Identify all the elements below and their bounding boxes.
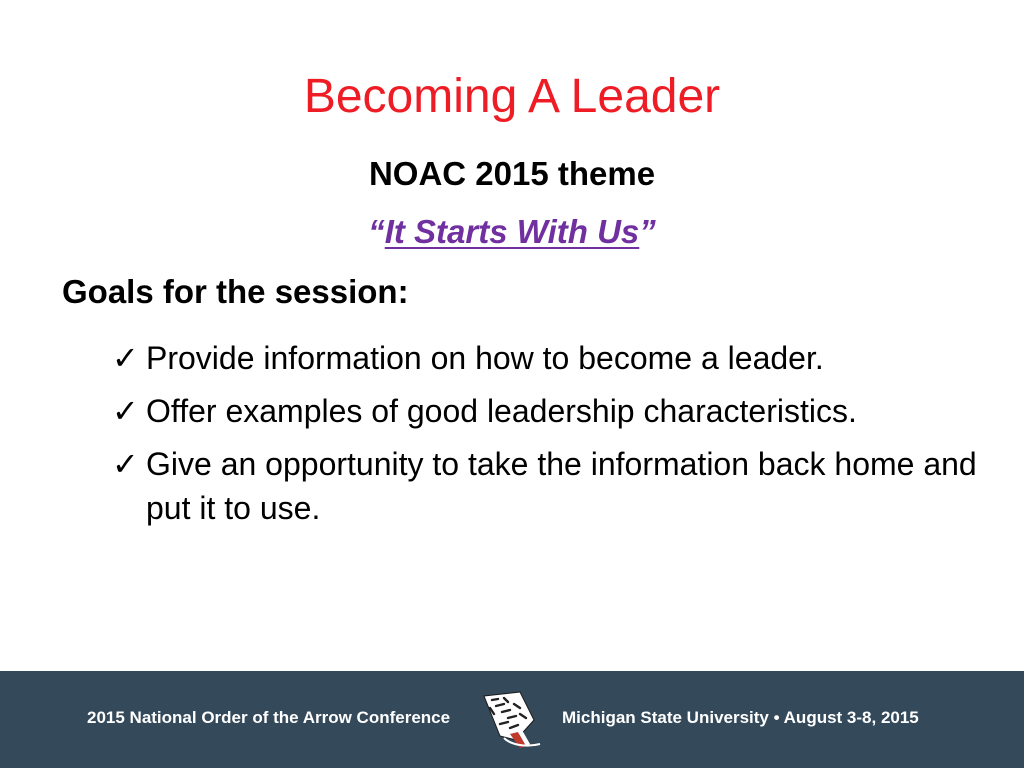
bullet-text: Give an opportunity to take the information back home and put it to use. <box>146 446 977 526</box>
slide-subtitle: NOAC 2015 theme <box>368 155 656 192</box>
goals-heading: Goals for the session: <box>62 273 409 310</box>
bullet-text: Provide information on how to become a leader. <box>146 340 824 376</box>
checkmark-icon: ✓ <box>112 339 139 377</box>
bullet-text: Offer examples of good leadership characteristics. <box>146 393 857 429</box>
theme-text: It Starts With Us <box>384 213 640 250</box>
footer-conference-name: 2015 National Order of the Arrow Conference <box>87 708 451 727</box>
checkmark-icon: ✓ <box>112 445 139 483</box>
arrowhead-logo-icon <box>480 690 544 752</box>
list-item <box>112 442 992 530</box>
slide-title: Becoming A Leader <box>303 70 721 123</box>
list-item <box>112 336 992 380</box>
theme-open-quote: “ <box>368 213 385 250</box>
goals-list <box>112 336 992 539</box>
theme-close-quote: ” <box>639 213 656 250</box>
list-item <box>112 389 992 433</box>
footer-bar <box>0 671 1024 768</box>
theme-quote <box>0 210 1024 254</box>
checkmark-icon: ✓ <box>112 392 139 430</box>
footer-location-dates: Michigan State University • August 3-8, 2015 <box>562 708 919 727</box>
